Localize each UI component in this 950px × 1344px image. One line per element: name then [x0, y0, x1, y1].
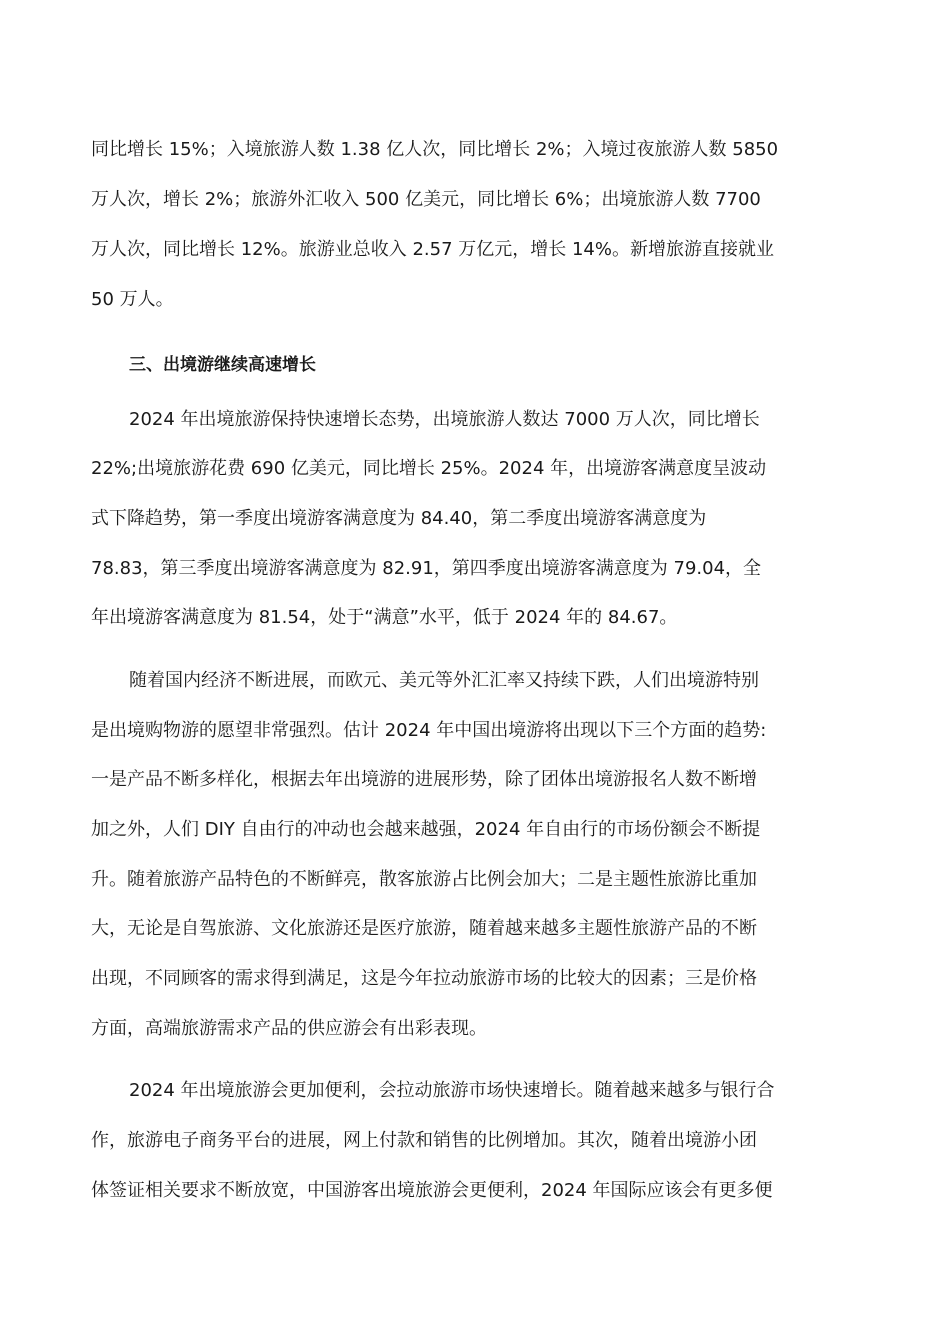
text-line: 2024 年出境旅游保持快速增长态势，出境旅游人数达 7000 万人次，同比增长: [129, 409, 760, 430]
text-line: 随着国内经济不断进展，而欧元、美元等外汇汇率又持续下跌，人们出境游特别: [129, 670, 759, 691]
text-line: 加之外，人们 DIY 自由行的冲动也会越来越强，2024 年自由行的市场份额会不断提: [91, 819, 761, 840]
text-line: 方面，高端旅游需求产品的供应游会有出彩表现。: [91, 1018, 487, 1039]
text-line: 年出境游客满意度为 81.54，处于“满意”水平，低于 2024 年的 84.67。: [91, 607, 678, 628]
text-line: 出现，不同顾客的需求得到满足，这是今年拉动旅游市场的比较大的因素；三是价格: [91, 968, 757, 989]
text-line: 作，旅游电子商务平台的进展，网上付款和销售的比例增加。其次，随着出境游小团: [91, 1130, 757, 1151]
section-heading: 三、出境游继续高速增长: [129, 355, 316, 375]
text-line: 50 万人。: [91, 289, 174, 310]
text-line: 大，无论是自驾旅游、文化旅游还是医疗旅游，随着越来越多主题性旅游产品的不断: [91, 918, 757, 939]
text-line: 同比增长 15%；入境旅游人数 1.38 亿人次，同比增长 2%；入境过夜旅游人数 5850: [91, 139, 779, 160]
text-line: 78.83，第三季度出境游客满意度为 82.91，第四季度出境游客满意度为 79.04，全: [91, 558, 762, 579]
text-line: 升。随着旅游产品特色的不断鲜亮，散客旅游占比例会加大；二是主题性旅游比重加: [91, 869, 757, 890]
text-line: 2024 年出境旅游会更加便利，会拉动旅游市场快速增长。随着越来越多与银行合: [129, 1080, 775, 1101]
text-line: 一是产品不断多样化，根据去年出境游的进展形势，除了团体出境游报名人数不断增: [91, 769, 757, 790]
text-line: 22%;出境旅游花费 690 亿美元，同比增长 25%。2024 年，出境游客满意度呈波动: [91, 458, 767, 479]
text-line: 万人次，同比增长 12%。旅游业总收入 2.57 万亿元，增长 14%。新增旅游直接就业: [91, 239, 774, 260]
text-line: 体签证相关要求不断放宽，中国游客出境旅游会更便利，2024 年国际应该会有更多便: [91, 1180, 773, 1201]
text-line: 万人次，增长 2%；旅游外汇收入 500 亿美元，同比增长 6%；出境旅游人数 7700: [91, 189, 761, 210]
text-line: 式下降趋势，第一季度出境游客满意度为 84.40，第二季度出境游客满意度为: [91, 508, 707, 529]
text-line: 是出境购物游的愿望非常强烈。估计 2024 年中国出境游将出现以下三个方面的趋势:: [91, 720, 767, 741]
